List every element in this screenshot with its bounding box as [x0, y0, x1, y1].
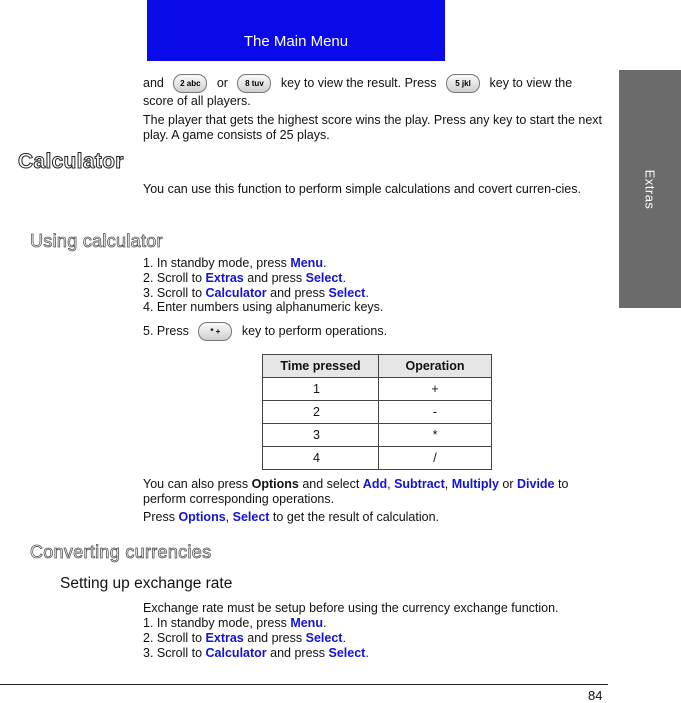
press-paragraph — [143, 510, 608, 525]
table-cell: * — [379, 424, 492, 447]
page-number: 84 — [588, 688, 603, 703]
step-text: . — [365, 646, 369, 660]
header-title: The Main Menu — [243, 33, 349, 50]
step-text: 1. In standby mode, press — [143, 616, 291, 630]
exchange-step-3 — [143, 646, 608, 661]
extras-keyword: Extras — [205, 631, 244, 645]
step-text: and press — [243, 271, 306, 285]
menu-keyword: Menu — [290, 256, 323, 270]
table-cell: / — [379, 447, 492, 470]
table-cell: 4 — [263, 447, 379, 470]
divide-keyword: Divide — [517, 477, 555, 491]
header-banner — [147, 0, 445, 61]
para-text: to get the result of calculation. — [269, 510, 439, 524]
step-text: 3. Scroll to — [143, 646, 206, 660]
footer-divider — [0, 684, 608, 685]
exchange-rate-heading: Setting up exchange rate — [60, 575, 233, 592]
using-step-2 — [143, 271, 608, 286]
table-row — [263, 424, 492, 447]
key-8-icon: 8 tuv — [237, 74, 271, 93]
intro-text: and — [143, 75, 164, 90]
step-text: . — [365, 286, 369, 300]
extras-keyword: Extras — [205, 271, 244, 285]
col-time-pressed: Time pressed — [263, 355, 379, 378]
intro-paragraph: The player that gets the highest score wins the play. Press any key to start the next play. A game consists of 25 plays. — [143, 113, 603, 142]
step-text: 2. Scroll to — [143, 271, 206, 285]
options-keyword: Options — [251, 477, 299, 491]
step-text: 5. Press — [143, 323, 189, 338]
step-text: key to perform operations. — [241, 323, 388, 338]
intro-text: key to view the result. Press — [280, 75, 437, 90]
step-text: . — [322, 256, 327, 270]
using-calculator-heading: Using calculator — [30, 231, 163, 251]
select-keyword: Select — [305, 631, 343, 645]
calculator-keyword: Calculator — [205, 286, 267, 300]
add-keyword: Add — [362, 477, 388, 491]
exchange-intro: Exchange rate must be setup before using the currency exchange function. — [143, 601, 559, 615]
table-cell: 3 — [263, 424, 379, 447]
using-step-4: 4. Enter numbers using alphanumeric keys. — [143, 300, 384, 314]
select-keyword: Select — [328, 646, 366, 660]
options-keyword: Options — [178, 510, 226, 524]
calculator-heading: Calculator — [18, 150, 124, 173]
key-2-icon: 2 abc — [173, 74, 207, 93]
table-row — [263, 401, 492, 424]
intro-text: or — [216, 75, 228, 90]
also-paragraph — [143, 477, 608, 507]
operations-table — [262, 354, 492, 470]
step-text: . — [342, 271, 346, 285]
step-text: 1. In standby mode, press — [143, 256, 291, 270]
para-text: and select — [298, 477, 363, 491]
table-cell: - — [379, 401, 492, 424]
step-text: 3. Scroll to — [143, 286, 206, 300]
step-text: and press — [243, 631, 306, 645]
key-5-icon: 5 jkl — [446, 74, 480, 93]
para-text: You can also press — [143, 477, 252, 491]
using-step-1 — [143, 256, 608, 271]
using-step-3 — [143, 286, 608, 301]
select-keyword: Select — [328, 286, 366, 300]
exchange-step-1 — [143, 616, 608, 631]
side-tab-label: Extras — [642, 169, 658, 209]
intro-line-1 — [143, 74, 608, 93]
table-cell: + — [379, 378, 492, 401]
calculator-description: You can use this function to perform simple calculations and covert curren-cies. — [143, 182, 581, 196]
step-text: and press — [266, 286, 329, 300]
para-text: or — [498, 477, 517, 491]
step-text: 2. Scroll to — [143, 631, 206, 645]
select-keyword: Select — [232, 510, 270, 524]
converting-currencies-heading: Converting currencies — [30, 542, 212, 562]
table-cell: 1 — [263, 378, 379, 401]
step-text: . — [342, 631, 346, 645]
menu-keyword: Menu — [290, 616, 323, 630]
exchange-step-2 — [143, 631, 608, 646]
using-step-5 — [143, 322, 608, 341]
key-star-icon: * + — [198, 322, 232, 341]
para-text: to perform corresponding operations. — [143, 477, 569, 506]
para-text: , — [387, 477, 395, 491]
para-text: , — [444, 477, 452, 491]
table-cell: 2 — [263, 401, 379, 424]
calculator-keyword: Calculator — [205, 646, 267, 660]
multiply-keyword: Multiply — [451, 477, 499, 491]
select-keyword: Select — [305, 271, 343, 285]
table-row — [263, 378, 492, 401]
col-operation: Operation — [379, 355, 492, 378]
table-header-row — [263, 355, 492, 378]
side-tab-extras[interactable] — [619, 70, 681, 308]
step-text: and press — [266, 646, 329, 660]
subtract-keyword: Subtract — [394, 477, 445, 491]
para-text: Press — [143, 510, 179, 524]
intro-text: key to view the — [489, 75, 573, 90]
step-text: . — [322, 616, 327, 630]
table-row — [263, 447, 492, 470]
para-text: , — [225, 510, 233, 524]
intro-line-2: score of all players. — [143, 94, 251, 108]
